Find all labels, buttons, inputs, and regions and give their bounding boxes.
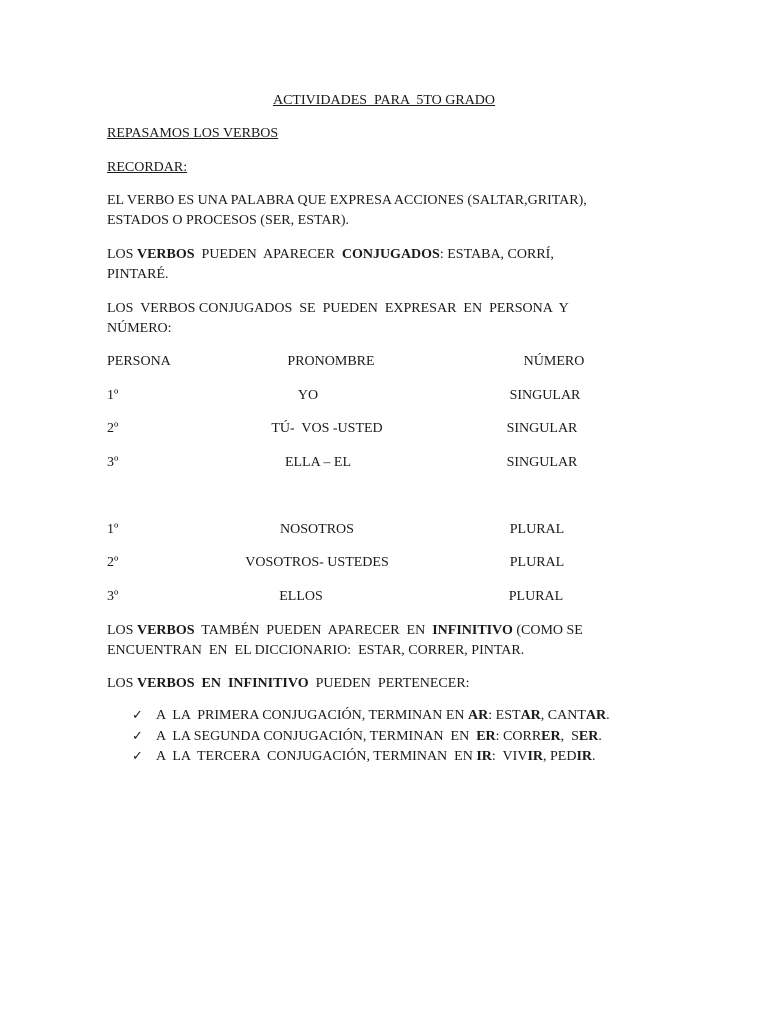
persona-cell: 2º <box>107 555 119 570</box>
bold-term: AR <box>520 708 541 723</box>
persona-cell: 3º <box>107 455 119 470</box>
bold-term: ER <box>541 728 561 744</box>
list-item <box>132 747 610 768</box>
page-title: ACTIVIDADES PARA 5TO GRADO <box>272 93 496 108</box>
pertenecer-line <box>107 674 470 694</box>
text-segment: LOS <box>107 623 137 638</box>
table-row <box>0 386 768 406</box>
list-item <box>132 706 610 727</box>
numero-cell: PLURAL <box>509 555 565 570</box>
bold-term: ER <box>476 728 496 744</box>
bold-term: CONJUGADOS <box>341 247 440 262</box>
check-icon: ✓ <box>132 708 143 723</box>
bold-term: VERBOS <box>136 623 195 638</box>
check-icon: ✓ <box>132 728 143 744</box>
bold-term: IR <box>576 749 593 764</box>
recordar-label: RECORDAR: <box>107 160 188 175</box>
persona-cell: 1º <box>107 388 119 403</box>
bold-term: IR <box>527 749 543 764</box>
table-row <box>0 587 768 607</box>
pronombre-cell: ELLA – EL <box>284 455 352 470</box>
numero-cell: PLURAL <box>509 522 565 537</box>
text-segment: A LA SEGUNDA CONJUGACIÓN, TERMINAN EN <box>156 728 477 744</box>
text-segment: PUEDEN APARECER <box>194 247 342 262</box>
header-numero: NÚMERO <box>523 354 585 369</box>
infinitivo-line-1 <box>107 621 583 641</box>
numero-cell: SINGULAR <box>509 388 581 403</box>
intro-line-1: EL VERBO ES UNA PALABRA QUE EXPRESA ACCIONES (SALTAR,GRITAR), <box>107 193 587 208</box>
bold-term: VERBOS EN INFINITIVO <box>136 676 309 691</box>
pronombre-cell: VOSOTROS- USTEDES <box>245 555 389 570</box>
bold-term: IR <box>476 749 492 764</box>
numero-cell: SINGULAR <box>506 455 578 470</box>
text-segment: , PED <box>543 749 577 764</box>
text-segment: (COMO SE <box>512 623 583 638</box>
text-segment: LOS <box>107 247 137 262</box>
pronombre-cell: NOSOTROS <box>280 522 354 537</box>
bold-term: AR <box>468 708 489 723</box>
table-row <box>0 520 768 540</box>
text-segment: : VIV <box>491 749 528 764</box>
list-item <box>132 727 610 748</box>
text-segment: , CANT <box>540 708 586 723</box>
conjugados-line-1 <box>107 245 554 265</box>
text-segment: . <box>592 749 596 764</box>
text-segment: . <box>606 708 610 723</box>
text-segment: : CORR <box>495 728 542 744</box>
text-segment: TAMBÉN PUEDEN APARECER EN <box>194 623 433 638</box>
text-segment: : EST <box>488 708 521 723</box>
text-segment: . <box>598 728 602 744</box>
persona-numero-line-1: LOS VERBOS CONJUGADOS SE PUEDEN EXPRESAR EN PERSONA Y <box>107 301 569 316</box>
pronombre-cell: TÚ- VOS -USTED <box>271 421 383 436</box>
table-row <box>0 419 768 439</box>
numero-cell: PLURAL <box>508 589 564 604</box>
subtitle: REPASAMOS LOS VERBOS <box>107 126 279 141</box>
bold-term: ER <box>578 728 599 744</box>
header-pronombre: PRONOMBRE <box>287 354 375 369</box>
check-icon: ✓ <box>132 749 143 764</box>
conjugados-line-2: PINTARÉ. <box>107 267 169 282</box>
pronombre-cell: YO <box>297 388 319 403</box>
bold-term: VERBOS <box>136 247 195 262</box>
infinitivo-line-2: ENCUENTRAN EN EL DICCIONARIO: ESTAR, CORRER, PINTAR. <box>107 643 525 658</box>
pronombre-cell: ELLOS <box>279 589 323 604</box>
header-persona: PERSONA <box>107 354 171 369</box>
conjugation-checklist <box>132 706 610 768</box>
bold-term: INFINITIVO <box>432 623 513 638</box>
text-segment: : ESTABA, CORRÍ, <box>439 247 554 262</box>
persona-cell: 3º <box>107 589 119 604</box>
text-segment: , S <box>560 728 579 744</box>
persona-numero-line-2: NÚMERO: <box>107 321 172 336</box>
numero-cell: SINGULAR <box>506 421 578 436</box>
text-segment: A LA TERCERA CONJUGACIÓN, TERMINAN EN <box>156 749 477 764</box>
text-segment: A LA PRIMERA CONJUGACIÓN, TERMINAN EN <box>156 708 469 723</box>
table-header-row <box>0 352 768 372</box>
intro-line-2: ESTADOS O PROCESOS (SER, ESTAR). <box>107 213 350 228</box>
persona-cell: 2º <box>107 421 119 436</box>
text-segment: LOS <box>107 676 137 691</box>
persona-cell: 1º <box>107 522 119 537</box>
text-segment: PUEDEN PERTENECER: <box>308 676 470 691</box>
table-row <box>0 453 768 473</box>
table-row <box>0 553 768 573</box>
bold-term: AR <box>585 708 607 723</box>
